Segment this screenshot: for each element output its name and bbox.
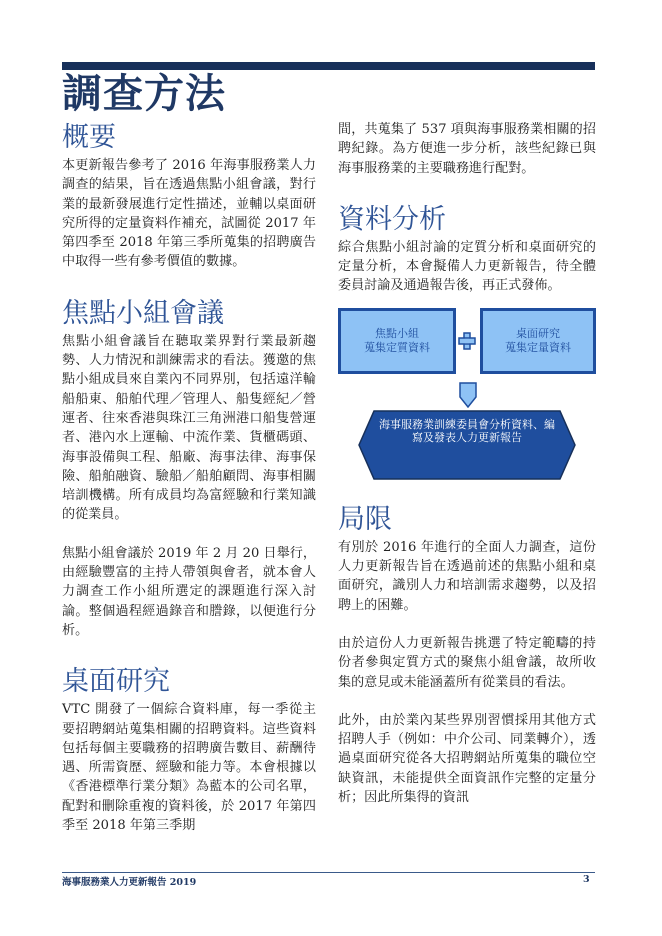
plus-icon <box>458 332 476 350</box>
footer-rule <box>62 872 595 873</box>
desk-research-text-right: 間，共蒐集了 537 項與海事服務業相關的招聘紀錄。為方便進一步分析，該些紀錄已與海事服務業的主要職務進行配對。 <box>338 122 596 176</box>
desk-research-box-line1: 桌面研究 <box>516 326 560 340</box>
process-diagram <box>338 308 596 498</box>
top-rule <box>62 62 595 70</box>
limitations-para2: 由於這份人力更新報告挑選了特定範疇的持份者參與定質方式的聚焦小組會議，故所收集的意見或未能涵蓋所有從業員的看法。 <box>338 635 596 690</box>
overview-heading: 概要 <box>62 122 116 153</box>
desk-research-box <box>480 308 596 374</box>
focus-group-box-line2: 蒐集定質資料 <box>364 340 430 354</box>
result-hexagon <box>358 410 576 480</box>
focus-group-box-line1: 焦點小組 <box>375 326 419 340</box>
left-column <box>62 120 316 835</box>
limitations-para1: 有別於 2016 年進行的全面人力調查，這份人力更新報告旨在透過前述的焦點小組和桌面研究，識別人力和培訓需求趨勢，以及招聘上的困難。 <box>338 539 596 613</box>
result-text: 海事服務業訓練委員會分析資料、編寫及發表人力更新報告 <box>379 417 555 445</box>
footer-page-number: 3 <box>583 874 590 885</box>
arrow-down-icon <box>458 382 478 408</box>
page-title: 調查方法 <box>62 70 226 117</box>
right-column <box>338 120 596 807</box>
focus-group-para2: 焦點小組會議於 2019 年 2 月 20 日舉行，由經驗豐富的主持人帶領與會者，就本會人力調查工作小組所選定的課題進行深入討論。整個過程經過錄音和謄錄，以便進行分析。 <box>62 545 316 638</box>
footer-report-name: 海事服務業人力更新報告 2019 <box>62 877 197 888</box>
analysis-heading: 資料分析 <box>338 203 446 235</box>
overview-text: 本更新報告參考了 2016 年海事服務業人力調查的結果，旨在透過焦點小組會議，對行業的最新發展進行定性描述，並輔以桌面研究所得的定量資料作補充，試圖從 2017 年第四季至 2018 年第三季所蒐集的招聘廣告中取得一些有參考價值的數據。 <box>62 158 316 270</box>
limitations-para3: 此外，由於業內某些界別習慣採用其他方式招聘人手（例如：中介公司、同業轉介），透過桌面研究從各大招聘網站所蒐集的職位空缺資訊，未能提供全面資訊作完整的定量分析；因此所集得的資訊 <box>338 712 596 806</box>
focus-group-heading: 焦點小組會議 <box>62 297 224 329</box>
focus-group-box <box>338 308 456 374</box>
desk-research-box-line2: 蒐集定量資料 <box>505 340 571 354</box>
focus-group-para1: 焦點小組會議旨在聽取業界對行業最新趨勢、人力情況和訓練需求的看法。獲邀的焦點小組成員來自業內不同界別，包括遠洋輪船船東、船舶代理／管理人、船隻經紀／營運者、往來香港與珠江三角洲港口船隻營運者、港內水上運輸、中流作業、貨櫃碼頭、海事設備與工程、船廠、海事法律、海事保險、船舶融資、驗船／船舶顧問、海事相關培訓機構。所有成員均為富經驗和行業知識的從業員。 <box>62 333 316 523</box>
limitations-heading: 局限 <box>338 503 392 535</box>
analysis-text: 綜合焦點小組討論的定質分析和桌面研究的定量分析，本會擬備人力更新報告，待全體委員討論及通過報告後，再正式發佈。 <box>338 239 596 294</box>
desk-research-text-left: VTC 開發了一個綜合資料庫，每一季從主要招聘網站蒐集相關的招聘資料。這些資料包括每個主要職務的招聘廣告數目、薪酬待遇、所需資歷、經驗和能力等。本會根據以《香港標準行業分類》為藍本的公司名單，配對和刪除重複的資料後，於 2017 年第四季至 2018 年第三季期 <box>62 702 316 834</box>
desk-research-heading: 桌面研究 <box>62 666 170 698</box>
